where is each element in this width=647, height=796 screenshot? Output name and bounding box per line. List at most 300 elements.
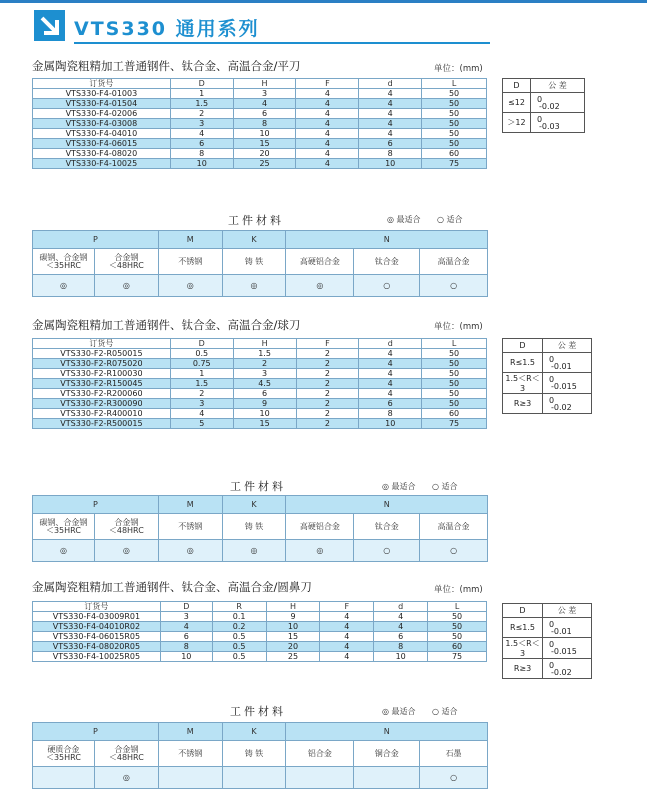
unit-label: 单位：(mm) <box>434 64 483 74</box>
material-name-cell <box>33 514 95 540</box>
order-number-cell: VTS330-F2-R150045 <box>33 379 171 389</box>
tol-range: 1.5＜R＜3 <box>503 373 543 394</box>
spec-cell: 0.2 <box>212 622 266 632</box>
spec-cell: 2 <box>170 109 233 119</box>
table-row <box>33 359 487 369</box>
materials-label: 工件材料 <box>230 705 286 718</box>
material-name: 硬质合金 <box>47 744 80 754</box>
table-row <box>33 159 487 169</box>
tol-lower: -0.01 <box>551 626 572 636</box>
spec-cell: 2 <box>296 369 359 379</box>
legend-ok: ○ 适合 <box>437 215 463 224</box>
spec-cell: 4 <box>320 652 374 662</box>
material-name: 合金钢 <box>114 252 139 262</box>
material-name-cell <box>33 249 95 275</box>
material-group-n: N <box>286 723 488 741</box>
spec-cell: 4 <box>359 349 422 359</box>
spec-cell: 25 <box>233 159 296 169</box>
suitability-symbol: ◎ <box>222 540 286 562</box>
material-group-n: N <box>286 496 488 514</box>
material-name: 碳钢、合金钢 <box>39 252 88 262</box>
tol-lower: -0.015 <box>551 382 577 391</box>
material-group-m: M <box>158 231 222 249</box>
material-name-cell <box>420 741 488 767</box>
material-name-cell <box>33 741 95 767</box>
spec-cell: 4 <box>359 359 422 369</box>
material-hardness: ＜35HRC <box>45 525 81 535</box>
title-underline <box>74 42 490 44</box>
section-title-ball: 金属陶瓷粗精加工普通钢件、钛合金、高温合金/球刀 <box>32 318 301 332</box>
unit-label: 单位：(mm) <box>434 585 483 595</box>
col-header: H <box>266 602 320 612</box>
suitability-symbol: ◎ <box>222 275 286 297</box>
material-name-cell <box>222 514 286 540</box>
tol-upper: 0 <box>549 619 555 629</box>
spec-cell: 20 <box>266 642 320 652</box>
spec-cell: 4 <box>296 119 359 129</box>
suitability-symbol: ◎ <box>286 540 354 562</box>
material-name-cell <box>222 741 286 767</box>
tol-header: D <box>503 339 543 353</box>
spec-cell: 50 <box>428 622 487 632</box>
material-name-cell <box>354 514 420 540</box>
spec-cell: 15 <box>233 139 296 149</box>
tol-lower: -0.02 <box>551 402 572 412</box>
material-name-cell <box>158 741 222 767</box>
spec-cell: 4 <box>359 379 422 389</box>
spec-cell: 10 <box>160 652 212 662</box>
spec-cell: 0.1 <box>212 612 266 622</box>
material-name: 高硬铝合金 <box>299 521 340 531</box>
spec-cell: 4 <box>296 109 359 119</box>
spec-cell: 4 <box>160 622 212 632</box>
order-number-cell: VTS330-F4-10025R05 <box>33 652 161 662</box>
tol-range: R≥3 <box>503 394 543 414</box>
spec-cell: 3 <box>170 399 233 409</box>
table-row <box>33 612 487 622</box>
material-name: 不锈钢 <box>178 256 203 266</box>
spec-cell: 50 <box>422 119 487 129</box>
col-header: D <box>170 79 233 89</box>
spec-cell: 50 <box>422 389 487 399</box>
tol-upper: 0 <box>549 354 555 364</box>
material-name-cell <box>420 249 488 275</box>
spec-cell: 10 <box>233 409 296 419</box>
spec-cell: 8 <box>359 409 422 419</box>
order-number-cell: VTS330-F4-08020 <box>33 149 171 159</box>
suitability-symbol <box>354 767 420 789</box>
suitability-symbol: ◎ <box>158 540 222 562</box>
suitability-symbol <box>158 767 222 789</box>
material-name: 石墨 <box>445 748 462 758</box>
col-header: H <box>233 339 296 349</box>
spec-cell: 2 <box>296 379 359 389</box>
spec-cell: 3 <box>233 89 296 99</box>
spec-cell: 4 <box>296 89 359 99</box>
tol-range: R≤1.5 <box>503 353 543 373</box>
col-header: F <box>320 602 374 612</box>
table-row <box>33 379 487 389</box>
material-name: 钛合金 <box>374 521 399 531</box>
unit-label: 单位：(mm) <box>434 322 483 332</box>
table-row <box>33 109 487 119</box>
legend-best: ◎ 最适合 <box>382 707 416 716</box>
spec-cell: 50 <box>422 359 487 369</box>
suitability-symbol <box>33 767 95 789</box>
suitability-symbol: ◎ <box>94 767 158 789</box>
spec-cell: 2 <box>296 389 359 399</box>
tol-lower: -0.02 <box>551 667 572 677</box>
spec-cell: 4 <box>170 409 233 419</box>
material-name: 铜合金 <box>374 748 399 758</box>
material-name-cell <box>94 741 158 767</box>
spec-cell: 5 <box>170 419 233 429</box>
spec-cell: 4 <box>359 89 422 99</box>
material-name-cell <box>94 514 158 540</box>
spec-cell: 2 <box>296 419 359 429</box>
col-header: d <box>359 79 422 89</box>
legend-ok: ○ 适合 <box>432 707 458 716</box>
order-number-cell: VTS330-F4-01504 <box>33 99 171 109</box>
tol-header: D <box>503 79 531 93</box>
order-number-cell: VTS330-F2-R500015 <box>33 419 171 429</box>
material-name: 碳钢、合金钢 <box>39 517 88 527</box>
spec-cell: 10 <box>233 129 296 139</box>
legend-ok: ○ 适合 <box>432 482 458 491</box>
materials-label: 工件材料 <box>228 214 284 227</box>
spec-table-flat <box>32 78 487 169</box>
material-group-m: M <box>158 496 222 514</box>
spec-cell: 6 <box>374 632 428 642</box>
spec-cell: 50 <box>422 369 487 379</box>
material-group-p: P <box>33 231 159 249</box>
tol-lower: -0.01 <box>551 361 572 371</box>
tol-header: 公 差 <box>543 339 592 353</box>
spec-cell: 10 <box>359 419 422 429</box>
spec-cell: 2 <box>170 389 233 399</box>
spec-cell: 50 <box>428 632 487 642</box>
table-row <box>33 632 487 642</box>
spec-cell: 4 <box>359 109 422 119</box>
spec-cell: 10 <box>359 159 422 169</box>
spec-cell: 4 <box>359 369 422 379</box>
col-header: L <box>428 602 487 612</box>
material-name: 铸 铁 <box>244 256 264 266</box>
table-header-row <box>33 602 487 612</box>
material-name-cell <box>94 249 158 275</box>
col-header: H <box>233 79 296 89</box>
materials-table-corner-radius <box>32 722 488 789</box>
col-header: 订货号 <box>33 339 171 349</box>
order-number-cell: VTS330-F4-03009R01 <box>33 612 161 622</box>
order-number-cell: VTS330-F4-04010R02 <box>33 622 161 632</box>
materials-table-flat <box>32 230 488 297</box>
spec-cell: 9 <box>266 612 320 622</box>
material-group-p: P <box>33 496 159 514</box>
spec-table-ball <box>32 338 487 429</box>
legend-best: ◎ 最适合 <box>387 215 421 224</box>
suitability-symbol: ◎ <box>33 275 95 297</box>
col-header: d <box>374 602 428 612</box>
material-name: 不锈钢 <box>178 748 203 758</box>
spec-cell: 8 <box>233 119 296 129</box>
order-number-cell: VTS330-F2-R300090 <box>33 399 171 409</box>
suitability-symbol: ○ <box>354 275 420 297</box>
tol-lower: -0.02 <box>539 101 560 111</box>
material-name-cell <box>420 514 488 540</box>
col-header: R <box>212 602 266 612</box>
spec-cell: 3 <box>170 119 233 129</box>
material-hardness: ＜35HRC <box>45 752 81 762</box>
table-row <box>33 389 487 399</box>
spec-cell: 60 <box>422 409 487 419</box>
order-number-cell: VTS330-F4-01003 <box>33 89 171 99</box>
suitability-symbol: ◎ <box>94 540 158 562</box>
suitability-symbol: ◎ <box>158 275 222 297</box>
spec-cell: 50 <box>422 89 487 99</box>
material-hardness: ＜48HRC <box>108 752 144 762</box>
material-name-cell <box>222 249 286 275</box>
table-row <box>33 149 487 159</box>
material-name: 不锈钢 <box>178 521 203 531</box>
section-title-flat: 金属陶瓷粗精加工普通钢件、钛合金、高温合金/平刀 <box>32 59 301 73</box>
spec-cell: 1 <box>170 89 233 99</box>
spec-cell: 50 <box>422 129 487 139</box>
spec-cell: 6 <box>359 139 422 149</box>
col-header: 订货号 <box>33 602 161 612</box>
spec-cell: 50 <box>422 379 487 389</box>
tolerance-table-ball <box>502 338 592 414</box>
spec-cell: 10 <box>374 652 428 662</box>
section-title-corner-radius: 金属陶瓷粗精加工普通钢件、钛合金、高温合金/圆鼻刀 <box>32 580 312 594</box>
col-header: F <box>296 79 359 89</box>
spec-cell: 1 <box>170 369 233 379</box>
material-name-cell <box>286 514 354 540</box>
tolerance-table-flat <box>502 78 585 133</box>
order-number-cell: VTS330-F2-R100030 <box>33 369 171 379</box>
material-group-k: K <box>222 723 286 741</box>
table-row <box>33 409 487 419</box>
table-header-row <box>33 339 487 349</box>
table-row <box>33 139 487 149</box>
spec-cell: 4 <box>374 612 428 622</box>
material-name-cell <box>286 741 354 767</box>
material-hardness: ＜48HRC <box>108 525 144 535</box>
suitability-symbol <box>286 767 354 789</box>
spec-cell: 15 <box>266 632 320 642</box>
spec-cell: 60 <box>428 642 487 652</box>
spec-cell: 8 <box>374 642 428 652</box>
table-row <box>33 622 487 632</box>
material-hardness: ＜35HRC <box>45 260 81 270</box>
spec-cell: 0.5 <box>212 632 266 642</box>
legend-best: ◎ 最适合 <box>382 482 416 491</box>
spec-cell: 1.5 <box>170 379 233 389</box>
spec-cell: 6 <box>359 399 422 409</box>
material-name-cell <box>354 249 420 275</box>
table-row <box>33 129 487 139</box>
suitability-symbol: ○ <box>354 540 420 562</box>
spec-cell: 4 <box>359 119 422 129</box>
material-name: 钛合金 <box>374 256 399 266</box>
material-name: 高硬铝合金 <box>299 256 340 266</box>
order-number-cell: VTS330-F2-R075020 <box>33 359 171 369</box>
material-name: 高温合金 <box>437 256 470 266</box>
table-row <box>33 642 487 652</box>
spec-cell: 0.75 <box>170 359 233 369</box>
spec-cell: 4 <box>170 129 233 139</box>
material-group-k: K <box>222 231 286 249</box>
materials-table-ball <box>32 495 488 562</box>
material-name-cell <box>354 741 420 767</box>
spec-cell: 4 <box>296 139 359 149</box>
suitability-symbol: ◎ <box>33 540 95 562</box>
spec-cell: 60 <box>422 149 487 159</box>
page-title: VTS330 通用系列 <box>74 18 260 40</box>
col-header: L <box>422 339 487 349</box>
table-row <box>33 369 487 379</box>
material-name: 合金钢 <box>114 744 139 754</box>
spec-cell: 4 <box>296 129 359 139</box>
order-number-cell: VTS330-F4-02006 <box>33 109 171 119</box>
table-row <box>33 119 487 129</box>
spec-cell: 4.5 <box>233 379 296 389</box>
suitability-symbol: ○ <box>420 275 488 297</box>
spec-cell: 6 <box>170 139 233 149</box>
material-group-m: M <box>158 723 222 741</box>
spec-cell: 50 <box>422 139 487 149</box>
col-header: 订货号 <box>33 79 171 89</box>
spec-table-corner-radius <box>32 601 487 662</box>
tol-upper: 0 <box>549 640 555 649</box>
table-row <box>33 89 487 99</box>
spec-cell: 50 <box>428 612 487 622</box>
table-row <box>33 99 487 109</box>
col-header: F <box>296 339 359 349</box>
spec-cell: 50 <box>422 349 487 359</box>
spec-cell: 75 <box>422 419 487 429</box>
tol-range: R≥3 <box>503 659 543 679</box>
suitability-symbol <box>222 767 286 789</box>
tol-header: 公 差 <box>531 79 585 93</box>
material-name-cell <box>286 249 354 275</box>
spec-cell: 2 <box>296 399 359 409</box>
order-number-cell: VTS330-F2-R200060 <box>33 389 171 399</box>
spec-cell: 1.5 <box>170 99 233 109</box>
material-name-cell <box>158 514 222 540</box>
suitability-symbol: ○ <box>420 767 488 789</box>
spec-cell: 0.5 <box>212 652 266 662</box>
spec-cell: 9 <box>233 399 296 409</box>
spec-cell: 4 <box>320 632 374 642</box>
spec-cell: 8 <box>160 642 212 652</box>
arrow-logo-icon <box>34 10 65 41</box>
suitability-symbol: ◎ <box>94 275 158 297</box>
material-name: 高温合金 <box>437 521 470 531</box>
spec-cell: 8 <box>170 149 233 159</box>
tol-upper: 0 <box>549 395 555 405</box>
spec-cell: 2 <box>296 409 359 419</box>
spec-cell: 3 <box>233 369 296 379</box>
spec-cell: 4 <box>296 159 359 169</box>
order-number-cell: VTS330-F4-03008 <box>33 119 171 129</box>
spec-cell: 4 <box>359 129 422 139</box>
spec-cell: 10 <box>266 622 320 632</box>
top-accent-bar <box>0 0 647 3</box>
spec-cell: 6 <box>233 109 296 119</box>
table-header-row <box>33 79 487 89</box>
col-header: L <box>422 79 487 89</box>
tolerance-table-corner-radius <box>502 603 592 679</box>
tol-upper: 0 <box>549 660 555 670</box>
spec-cell: 4 <box>320 612 374 622</box>
order-number-cell: VTS330-F2-R050015 <box>33 349 171 359</box>
spec-cell: 0.5 <box>170 349 233 359</box>
material-name: 合金钢 <box>114 517 139 527</box>
spec-cell: 2 <box>233 359 296 369</box>
tol-range: ＞12 <box>503 113 531 133</box>
spec-cell: 4 <box>296 99 359 109</box>
suitability-symbol: ◎ <box>286 275 354 297</box>
tol-range: ≤12 <box>503 93 531 113</box>
spec-cell: 2 <box>296 359 359 369</box>
suitability-symbol: ○ <box>420 540 488 562</box>
material-name-cell <box>158 249 222 275</box>
order-number-cell: VTS330-F4-04010 <box>33 129 171 139</box>
tol-header: 公 差 <box>543 604 592 618</box>
spec-cell: 75 <box>428 652 487 662</box>
spec-cell: 20 <box>233 149 296 159</box>
spec-cell: 4 <box>374 622 428 632</box>
material-name: 铸 铁 <box>244 521 264 531</box>
spec-cell: 4 <box>320 622 374 632</box>
table-row <box>33 349 487 359</box>
order-number-cell: VTS330-F2-R400010 <box>33 409 171 419</box>
spec-cell: 4 <box>359 99 422 109</box>
col-header: D <box>170 339 233 349</box>
spec-cell: 3 <box>160 612 212 622</box>
material-group-p: P <box>33 723 159 741</box>
spec-cell: 50 <box>422 109 487 119</box>
order-number-cell: VTS330-F4-06015 <box>33 139 171 149</box>
spec-cell: 75 <box>422 159 487 169</box>
tol-header: D <box>503 604 543 618</box>
material-hardness: ＜48HRC <box>108 260 144 270</box>
tol-upper: 0 <box>537 94 543 104</box>
spec-cell: 50 <box>422 99 487 109</box>
spec-cell: 1.5 <box>233 349 296 359</box>
spec-cell: 0.5 <box>212 642 266 652</box>
tol-lower: -0.03 <box>539 121 560 131</box>
spec-cell: 4 <box>359 389 422 399</box>
material-group-k: K <box>222 496 286 514</box>
materials-label: 工件材料 <box>230 480 286 493</box>
spec-cell: 10 <box>170 159 233 169</box>
spec-cell: 6 <box>233 389 296 399</box>
tol-lower: -0.015 <box>551 647 577 656</box>
tol-upper: 0 <box>537 114 543 124</box>
tol-range: R≤1.5 <box>503 618 543 638</box>
col-header: D <box>160 602 212 612</box>
order-number-cell: VTS330-F4-06015R05 <box>33 632 161 642</box>
spec-cell: 2 <box>296 349 359 359</box>
material-name: 铸 铁 <box>244 748 264 758</box>
spec-cell: 8 <box>359 149 422 159</box>
spec-cell: 4 <box>296 149 359 159</box>
tol-upper: 0 <box>549 375 555 384</box>
material-group-n: N <box>286 231 488 249</box>
spec-cell: 4 <box>233 99 296 109</box>
